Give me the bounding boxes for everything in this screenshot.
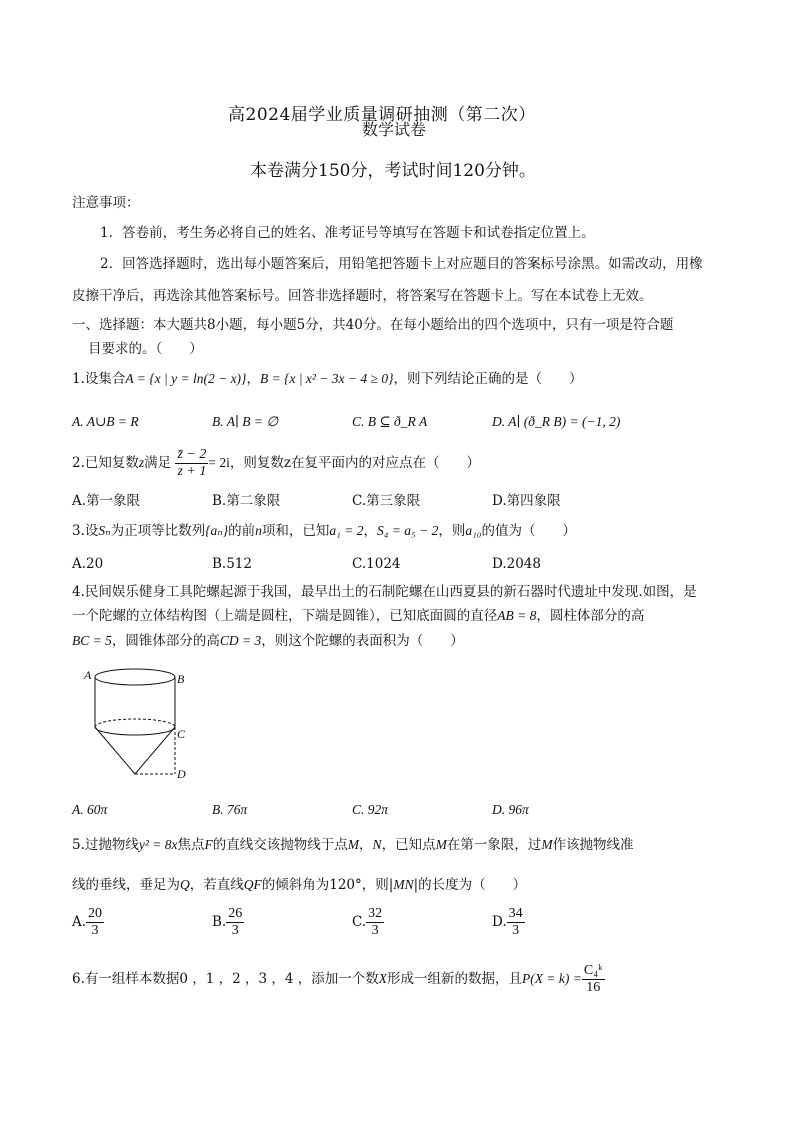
q2-prefix: 2.已知复数	[72, 455, 139, 471]
q5-c-den: 3	[371, 923, 379, 938]
q3-sn: Sₙ	[98, 523, 111, 538]
q3-option-a: A.20	[72, 556, 104, 572]
q5-c-label: C.	[352, 914, 367, 930]
q1-option-a: A. A∪B = R	[72, 414, 139, 429]
q5-h: ，若直线	[189, 877, 244, 893]
q5-j: |的长度为（ ）	[413, 877, 527, 893]
q2-option-c: C.第三象限	[352, 493, 421, 509]
note-item-1: 1．答卷前，考生务必将自己的姓名、准考证号等填写在答题卡和试卷指定位置上。	[100, 225, 595, 241]
q5-option-a	[72, 906, 104, 939]
section-1-instructions-2: 目要求的。（ ）	[88, 341, 203, 357]
q5-comma: ，	[359, 837, 373, 853]
q2-option-d: D.第四象限	[492, 493, 561, 509]
q3-c: 的前	[228, 523, 256, 539]
q4-option-a: A. 60π	[72, 802, 108, 817]
q5-f2: 作该抛物线准	[552, 837, 634, 853]
q6-den: 16	[586, 980, 601, 995]
q2-eq: = 2i	[208, 455, 230, 470]
q1-set-b: B = {x | x² − 3x − 4 ≥ 0}	[259, 371, 394, 386]
question-3	[72, 522, 576, 540]
q2-frac-num: z̄ − 2	[177, 447, 207, 462]
fig-label-d: D	[177, 767, 186, 781]
q3-option-d: D.2048	[492, 556, 541, 572]
q3-option-c: C.1024	[352, 556, 401, 572]
q4-ab: AB = 8	[497, 608, 537, 623]
q6-prob: P(X = k) =	[522, 971, 582, 986]
q5-parabola: y² = 8x	[138, 837, 178, 852]
q5-a-den: 3	[91, 923, 99, 938]
q4-l3b: ，圆锥体部分的高	[111, 633, 220, 649]
q5-a-frac	[86, 906, 104, 939]
q5-m2: M	[435, 837, 447, 852]
q4-l2c: ，圆柱体部分的高	[536, 608, 645, 624]
q3-cond2: S₄ = a₅ − 2	[376, 523, 439, 538]
q4-l3d: ，则这个陀螺的表面积为（ ）	[261, 633, 464, 649]
q5-i: 的倾斜角为120°，则|	[261, 877, 394, 893]
q4-cd: CD = 3	[219, 633, 262, 648]
q5-option-b	[212, 906, 244, 939]
q2-frac-den: z + 1	[177, 464, 207, 479]
q3-option-b: B.512	[212, 556, 252, 572]
question-5-line-1	[72, 836, 634, 854]
question-4-line-1: 4.民间娱乐健身工具陀螺起源于我国，最早出土的石制陀螺在山西夏县的新石器时代遗址中发现.如图，是	[72, 584, 697, 600]
note-item-2-line-2: 皮擦干净后，再选涂其他答案标号。回答非选择题时，将答案写在答题卡上。写在本试卷上无效。	[72, 288, 653, 304]
q1-option-c: C. B ⊆ ð_R A	[352, 414, 428, 429]
q5-option-c	[352, 906, 384, 939]
q5-g: 线的垂线，垂足为	[72, 877, 180, 893]
q5-a: 5.过抛物线	[72, 837, 139, 853]
q5-q: Q	[180, 877, 190, 892]
exam-title: 高2024届学业质量调研抽测（第二次）	[228, 105, 536, 125]
q1-option-b: B. A∣ B = ∅	[212, 414, 279, 429]
q5-d-frac	[507, 906, 525, 939]
q5-b-frac	[226, 906, 244, 939]
cylinder-bottom-back	[95, 719, 175, 727]
q5-d-num: 34	[508, 906, 523, 921]
q3-cond1: a₁ = 2	[329, 523, 364, 538]
q5-a-label: A.	[72, 914, 87, 930]
q3-an: {aₙ}	[205, 523, 229, 538]
fig-label-b: B	[177, 672, 185, 686]
q5-b: 焦点	[177, 837, 205, 853]
q5-e: 在第一象限，过	[446, 837, 542, 853]
q2-var: z	[138, 455, 145, 470]
q1-prefix: 1.设集合	[72, 371, 126, 387]
q2-fraction	[175, 447, 208, 480]
q5-b-num: 26	[228, 906, 243, 921]
q5-qf: QF	[243, 877, 262, 892]
q6-b: 形成一组新的数据，且	[387, 971, 523, 987]
q3-n: n	[255, 523, 262, 538]
q5-b-label: B.	[212, 914, 227, 930]
question-4-line-3	[72, 632, 464, 650]
q6-frac	[582, 963, 605, 996]
spinning-top-figure	[80, 664, 190, 784]
q1-set-a: A = {x | y = ln(2 − x)}	[125, 371, 247, 386]
q4-l2a: 一个陀螺的立体结构图（上端是圆柱，下端是圆锥），已知底面圆的直径	[72, 608, 498, 624]
q3-comma: ，	[363, 523, 377, 539]
q2-suffix: ，则复数z在复平面内的对应点在（ ）	[229, 455, 480, 471]
q4-option-b: B. 76π	[212, 802, 248, 817]
q4-bc: BC = 5	[72, 633, 112, 648]
q5-f: F	[204, 837, 213, 852]
q3-e: ，则	[438, 523, 466, 539]
note-item-2-line-1: 2．回答选择题时，选出每小题答案后，用铅笔把答题卡上对应题目的答案标号涂黑。如需改动，用橡	[100, 256, 703, 272]
q3-d: 项和，已知	[261, 523, 330, 539]
q4-option-d: D. 96π	[492, 802, 529, 817]
q1-sep: ，	[246, 371, 260, 387]
q1-suffix: ，则下列结论正确的是（ ）	[393, 371, 583, 387]
q2-option-a: A.第一象限	[72, 493, 141, 509]
q5-m3: M	[541, 837, 553, 852]
q2-mid: 满足	[144, 455, 172, 471]
q6-num: C₄ᵏ	[583, 963, 603, 978]
q3-b: 为正项等比数列	[110, 523, 206, 539]
question-2	[72, 446, 480, 480]
fig-label-a: A	[84, 668, 92, 682]
exam-rules: 本卷满分150分，考试时间120分钟。	[250, 161, 536, 181]
q1-option-d: D. A∣ (ð_R B) = (−1, 2)	[492, 414, 621, 429]
q4-option-c: C. 92π	[352, 802, 389, 817]
q3-f: 的值为（ ）	[481, 523, 576, 539]
q5-mn: MN	[393, 877, 414, 892]
question-4-line-2	[72, 607, 644, 625]
notes-heading: 注意事项：	[72, 195, 140, 211]
question-5-line-2	[72, 876, 526, 894]
fig-label-c: C	[177, 727, 186, 741]
cylinder-bottom-front	[95, 727, 175, 735]
question-1	[72, 370, 582, 388]
q5-option-d	[492, 906, 525, 939]
q5-b-den: 3	[231, 923, 239, 938]
q6-x: X	[378, 971, 388, 986]
section-1-instructions: 一、选择题：本大题共8小题，每小题5分，共40分。在每小题给出的四个选项中，只有一项是符合题	[72, 317, 674, 333]
q2-option-b: B.第二象限	[212, 493, 281, 509]
q5-d: ，已知点	[381, 837, 436, 853]
q5-a-num: 20	[88, 906, 103, 921]
question-6	[72, 962, 605, 996]
q5-d-den: 3	[512, 923, 520, 938]
cylinder-top-ellipse	[95, 669, 175, 685]
q5-c-frac	[366, 906, 384, 939]
q3-a: 3.设	[72, 523, 99, 539]
q5-c-num: 32	[368, 906, 383, 921]
q5-d-label: D.	[492, 914, 507, 930]
q6-a: 6.有一组样本数据0 ，1 ，2 ，3 ，4 ，添加一个数	[72, 971, 379, 987]
q5-m: M	[347, 837, 360, 852]
subject-title: 数学试卷	[362, 120, 427, 139]
q5-c: 的直线交该抛物线于点	[212, 837, 348, 853]
q5-n: N	[372, 837, 382, 852]
q3-a10: a₁₀	[465, 523, 482, 538]
